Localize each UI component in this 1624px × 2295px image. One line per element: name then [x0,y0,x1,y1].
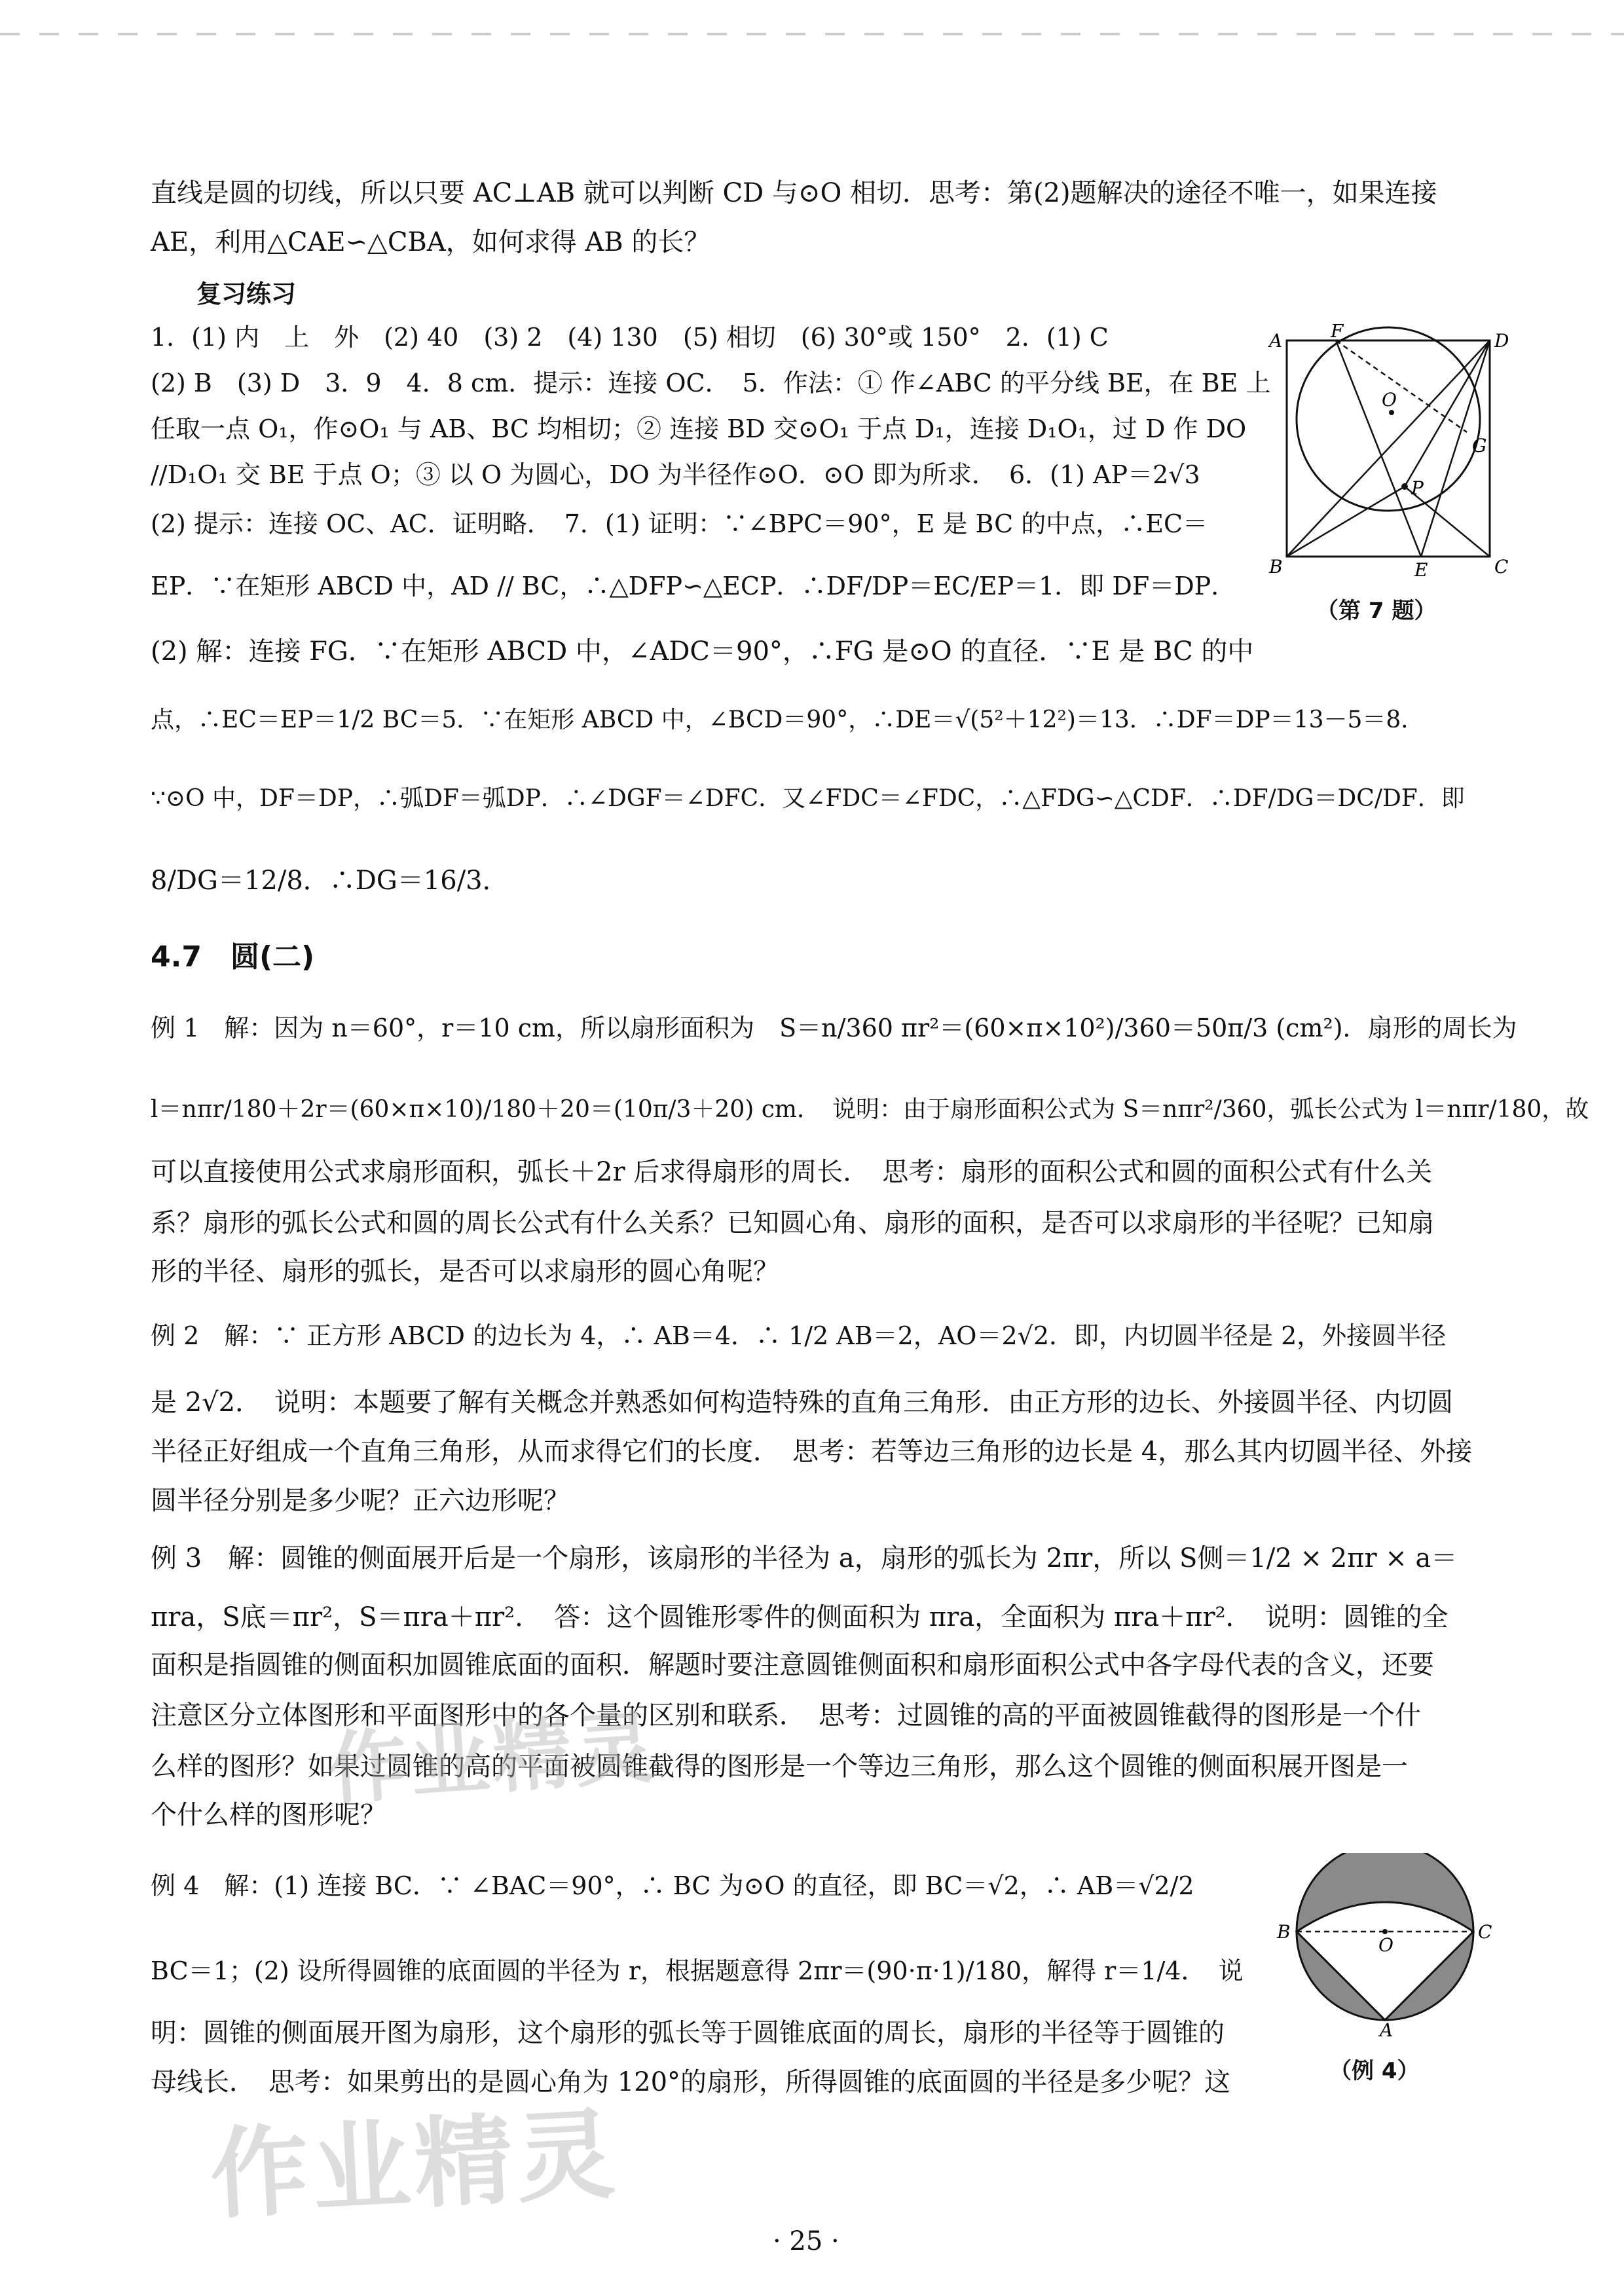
text-line: πra，S底＝πr²，S＝πra＋πr²． 答：这个圆锥形零件的侧面积为 πra，全面积为 πra＋πr²． 说明：圆锥的全 [151,1602,1449,1632]
text-line: BC＝1；(2) 设所得圆锥的底面圆的半径为 r，根据题意得 2πr＝(90·π·1)/180，解得 r＝1/4． 说 [151,1956,1244,1985]
label-O: O [1382,389,1397,411]
label-A: A [1380,2019,1393,2036]
text-line: 注意区分立体图形和平面图形中的各个量的区别和联系． 思考：过圆锥的高的平面被圆锥截得的图形是一个什 [151,1700,1421,1731]
text-line: AE，利用△CAE∽△CBA，如何求得 AB 的长？ [151,227,710,257]
text-line: ∵⊙O 中，DF＝DP，∴弧DF＝弧DP．∴∠DGF＝∠DFC．又∠FDC＝∠FDC，∴△FDG∽△CDF．∴DF/DG＝DC/DF．即 [151,785,1465,812]
text-line: 么样的图形？如果过圆锥的高的平面被圆锥截得的图形是一个等边三角形，那么这个圆锥的侧面积展开图是一 [151,1752,1408,1782]
label-G: G [1472,435,1487,456]
top-border [0,33,1624,35]
text-line: 例 2 解：∵ 正方形 ABCD 的边长为 4，∴ AB＝4．∴ 1/2 AB＝2，AO＝2√2．即，内切圆半径是 2，外接圆半径 [151,1321,1447,1350]
watermark: 作业精灵 [207,2097,621,2233]
text-line: 明：圆锥的侧面展开图为扇形，这个扇形的弧长等于圆锥底面的周长，扇形的半径等于圆锥的 [151,2018,1225,2048]
text-line: 母线长． 思考：如果剪出的是圆心角为 120°的扇形，所得圆锥的底面圆的半径是多少呢？这 [151,2067,1231,2097]
figure-example-4-caption: （例 4） [1329,2058,1420,2084]
text-line: 点，∴EC＝EP＝1/2 BC＝5．∵在矩形 ABCD 中，∠BCD＝90°，∴DE＝√(5²＋12²)＝13．∴DF＝DP＝13－5＝8． [151,707,1425,733]
text-line: 例 4 解：(1) 连接 BC．∵ ∠BAC＝90°，∴ BC 为⊙O 的直径，即 BC＝√2，∴ AB＝√2/2 [151,1871,1194,1900]
text-line: 任取一点 O₁，作⊙O₁ 与 AB、BC 均相切；② 连接 BD 交⊙O₁ 于点 D₁，连接 D₁O₁，过 D 作 DO [151,414,1247,443]
label-F: F [1331,324,1344,342]
label-O: O [1378,1934,1393,1956]
label-A: A [1269,330,1283,352]
label-P: P [1411,477,1424,499]
text-line: 可以直接使用公式求扇形面积，弧长＋2r 后求得扇形的周长． 思考：扇形的面积公式和圆的面积公式有什么关 [151,1157,1433,1187]
label-C: C [1494,556,1509,578]
text-line: 8/DG＝12/8．∴DG＝16/3． [151,866,509,896]
text-line: (2) 提示：连接 OC、AC．证明略． 7．(1) 证明：∵∠BPC＝90°，E 是 BC 的中点，∴EC＝ [151,509,1208,538]
text-line: 1．(1) 内 上 外 (2) 40 (3) 2 (4) 130 (5) 相切 (6) 30°或 150° 2．(1) C [151,323,1109,352]
text-line: l＝nπr/180＋2r＝(60×π×10)/180＋20＝(10π/3＋20) cm． 说明：由于扇形面积公式为 S＝nπr²/360，弧长公式为 l＝nπr/180，故 [151,1096,1589,1123]
text-line: 形的半径、扇形的弧长，是否可以求扇形的圆心角呢？ [151,1257,779,1287]
text-line: //D₁O₁ 交 BE 于点 O；③ 以 O 为圆心，DO 为半径作⊙O．⊙O 即为所求． 6．(1) AP＝2√3 [151,460,1200,489]
text-line: 是 2√2． 说明：本题要了解有关概念并熟悉如何构造特殊的直角三角形．由正方形的边长、外接圆半径、内切圆 [151,1387,1454,1418]
review-heading: 复习练习 [196,280,297,308]
section-title: 4.7 圆(二) [151,940,315,974]
text-line: 个什么样的图形呢？ [151,1800,386,1830]
watermark: 作业精灵 [325,1702,661,1816]
text-line: 直线是圆的切线，所以只要 AC⊥AB 就可以判断 CD 与⊙O 相切．思考：第(2)题解决的途径不唯一，如果连接 [151,178,1437,208]
label-C: C [1478,1921,1492,1943]
figure-7-caption: （第 7 题） [1316,598,1437,624]
label-B: B [1277,1921,1291,1943]
text-line: EP．∵在矩形 ABCD 中，AD // BC，∴△DFP∽△ECP．∴DF/DP＝EC/EP＝1．即 DF＝DP． [151,572,1236,600]
label-D: D [1494,330,1509,352]
text-line: (2) 解：连接 FG．∵在矩形 ABCD 中，∠ADC＝90°，∴FG 是⊙O 的直径．∵E 是 BC 的中 [151,636,1254,667]
figure-example-4 [1274,1853,1496,2036]
label-B: B [1269,556,1283,578]
text-line: 半径正好组成一个直角三角形，从而求得它们的长度． 思考：若等边三角形的边长是 4，那么其内切圆半径、外接 [151,1437,1473,1467]
label-E: E [1414,559,1428,581]
figure-7 [1257,324,1519,632]
text-line: 面积是指圆锥的侧面积加圆锥底面的面积．解题时要注意圆锥侧面积和扇形面积公式中各字母代表的含义，还要 [151,1650,1434,1680]
text-line: 例 3 解：圆锥的侧面展开后是一个扇形，该扇形的半径为 a，扇形的弧长为 2πr，所以 S侧＝1/2 × 2πr × a＝ [151,1543,1458,1573]
page-number: · 25 · [773,2226,840,2256]
text-line: 例 1 解：因为 n＝60°，r＝10 cm，所以扇形面积为 S＝n/360 πr²＝(60×π×10²)/360＝50π/3 (cm²)．扇形的周长为 [151,1014,1517,1042]
text-line: 圆半径分别是多少呢？正六边形呢？ [151,1486,570,1516]
text-line: (2) B (3) D 3．9 4．8 cm．提示：连接 OC． 5．作法：① 作∠ABC 的平分线 BE，在 BE 上 [151,369,1271,397]
text-line: 系？扇形的弧长公式和圆的周长公式有什么关系？已知圆心角、扇形的面积，是否可以求扇形的半径呢？已知扇 [151,1208,1434,1238]
